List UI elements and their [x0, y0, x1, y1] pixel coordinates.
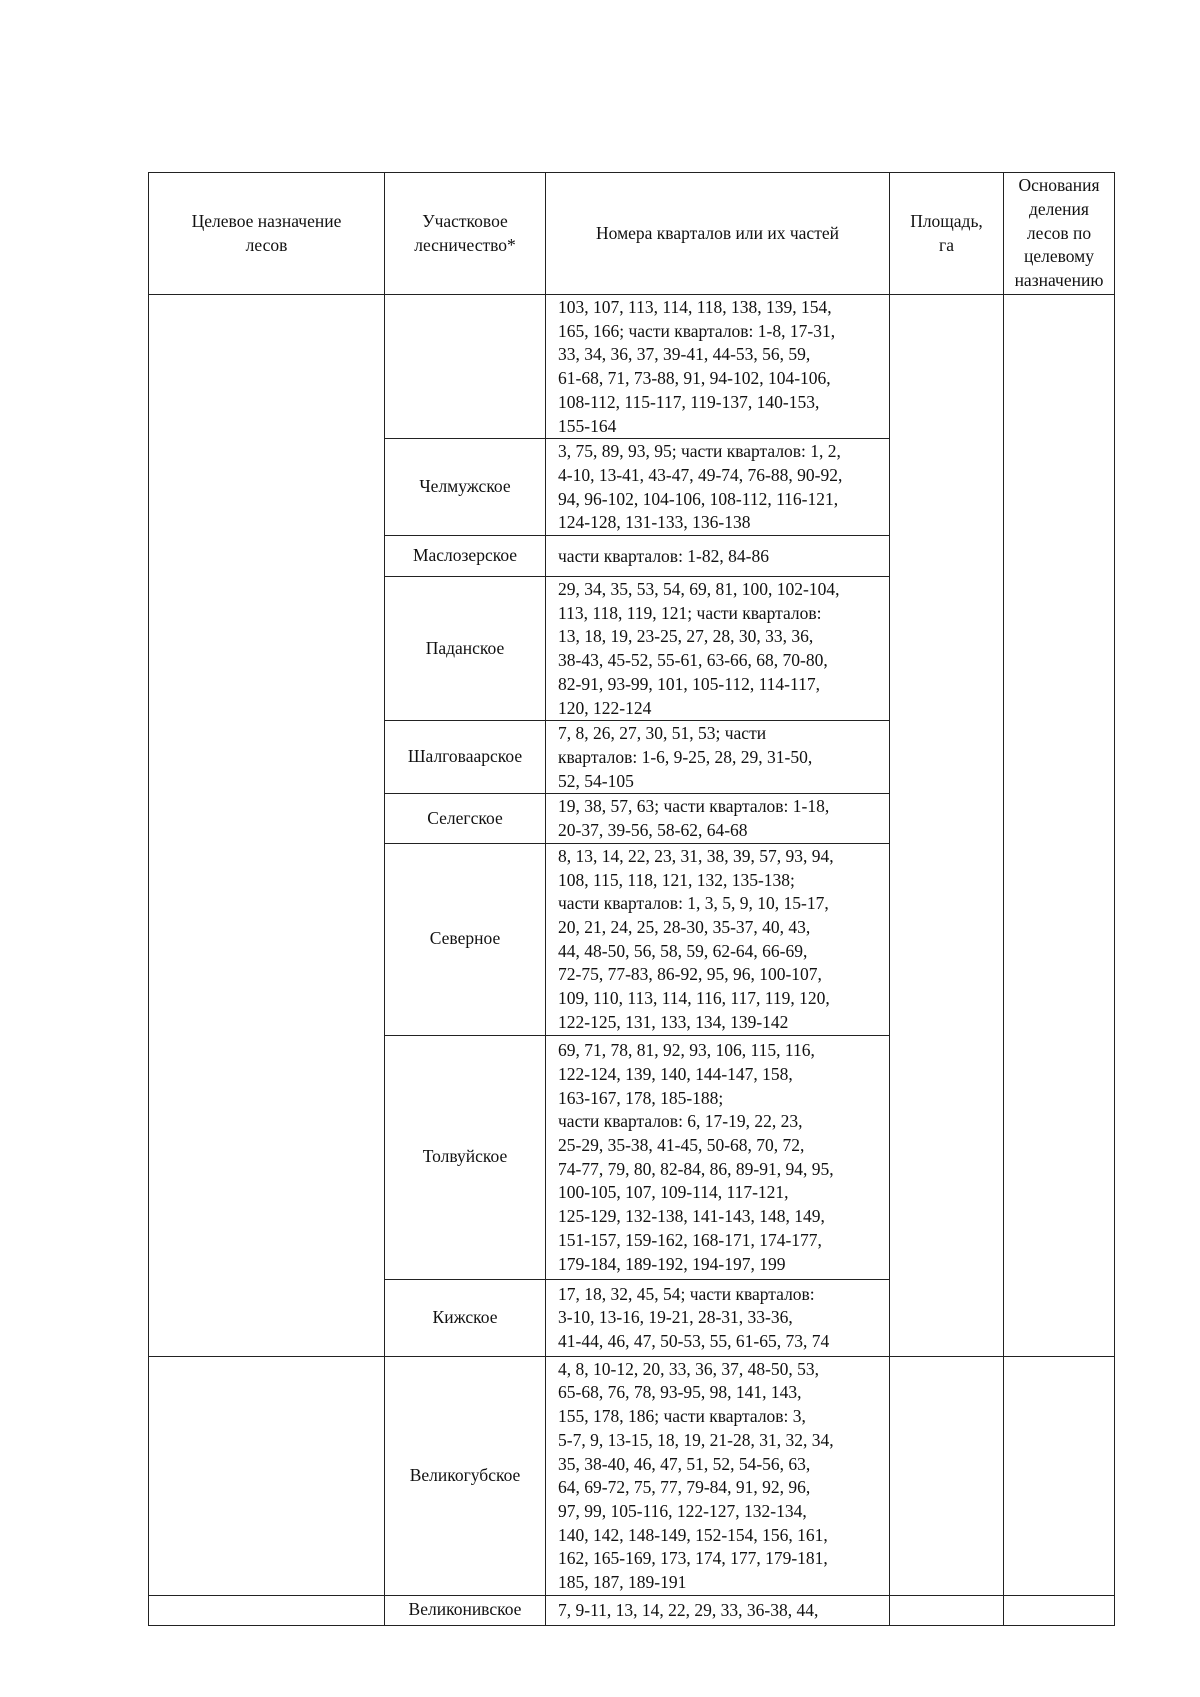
- header-quarters: Номера кварталов или их частей: [546, 173, 890, 295]
- basis-cell: [1004, 1595, 1115, 1625]
- header-forestry: Участковое лесничество*: [385, 173, 546, 295]
- quarters-cell: 103, 107, 113, 114, 118, 138, 139, 154, 165, 166; части кварталов: 1-8, 17-31, 33, 34, 36, 37, 39-41, 44-53, 56, 59, 61-68, 71, 73-88, 91, 94-102, 104-106, 108-112, 115-117, 119-137, 140-153, 155-164: [546, 295, 890, 439]
- header-area: Площадь, га: [890, 173, 1004, 295]
- quarters-cell: 8, 13, 14, 22, 23, 31, 38, 39, 57, 93, 94, 108, 115, 118, 121, 132, 135-138; части кварталов: 1, 3, 5, 9, 10, 15-17, 20, 21, 24, 25, 28-30, 35-37, 40, 43, 44, 48-50, 56, 58, 59, 62-64, 66-69, 72-75, 77-83, 86-92, 95, 96, 100-107, 109, 110, 113, 114, 116, 117, 119, 120, 122-125, 131, 133, 134, 139-142: [546, 843, 890, 1035]
- forest-purpose-table: [148, 172, 1115, 1626]
- quarters-cell: 19, 38, 57, 63; части кварталов: 1-18, 20-37, 39-56, 58-62, 64-68: [546, 794, 890, 843]
- quarters-cell: 69, 71, 78, 81, 92, 93, 106, 115, 116, 122-124, 139, 140, 144-147, 158, 163-167, 178, 185-188; части кварталов: 6, 17-19, 22, 23, 25-29, 35-38, 41-45, 50-68, 70, 72, 74-77, 79, 80, 82-84, 86, 89-91, 94, 95, 100-105, 107, 109-114, 117-121, 125-129, 132-138, 141-143, 148, 149, 151-157, 159-162, 168-171, 174-177, 179-184, 189-192, 194-197, 199: [546, 1035, 890, 1279]
- forestry-cell: Паданское: [385, 577, 546, 721]
- quarters-cell: 7, 8, 26, 27, 30, 51, 53; части кварталов: 1-6, 9-25, 28, 29, 31-50, 52, 54-105: [546, 721, 890, 794]
- forestry-cell: Толвуйское: [385, 1035, 546, 1279]
- quarters-cell: 29, 34, 35, 53, 54, 69, 81, 100, 102-104, 113, 118, 119, 121; части кварталов: 13, 18, 19, 23-25, 27, 28, 30, 33, 36, 38-43, 45-52, 55-61, 63-66, 68, 70-80, 82-91, 93-99, 101, 105-112, 114-117, 120, 122-124: [546, 577, 890, 721]
- header-purpose: Целевое назначение лесов: [149, 173, 385, 295]
- table-row: [149, 1595, 1115, 1625]
- purpose-cell: [149, 1356, 385, 1595]
- basis-cell: [1004, 1356, 1115, 1595]
- forestry-cell: Селегское: [385, 794, 546, 843]
- forestry-cell: [385, 295, 546, 439]
- forestry-cell: Шалговаарское: [385, 721, 546, 794]
- purpose-cell: [149, 1595, 385, 1625]
- table-row: [149, 1356, 1115, 1595]
- forestry-cell: Кижское: [385, 1279, 546, 1356]
- forestry-cell: Маслозерское: [385, 536, 546, 577]
- header-basis: Основания деления лесов по целевому назначению: [1004, 173, 1115, 295]
- basis-cell: [1004, 295, 1115, 1357]
- quarters-cell: 4, 8, 10-12, 20, 33, 36, 37, 48-50, 53, 65-68, 76, 78, 93-95, 98, 141, 143, 155, 178, 186; части кварталов: 3, 5-7, 9, 13-15, 18, 19, 21-28, 31, 32, 34, 35, 38-40, 46, 47, 51, 52, 54-56, 63, 64, 69-72, 75, 77, 79-84, 91, 92, 96, 97, 99, 105-116, 122-127, 132-134, 140, 142, 148-149, 152-154, 156, 161, 162, 165-169, 173, 174, 177, 179-181, 185, 187, 189-191: [546, 1356, 890, 1595]
- purpose-cell: [149, 295, 385, 1357]
- forestry-cell: Челмужское: [385, 439, 546, 536]
- table-row: [149, 295, 1115, 439]
- quarters-cell: 17, 18, 32, 45, 54; части кварталов: 3-10, 13-16, 19-21, 28-31, 33-36, 41-44, 46, 47, 50-53, 55, 61-65, 73, 74: [546, 1279, 890, 1356]
- forestry-cell: Великонивское: [385, 1595, 546, 1625]
- area-cell: [890, 1595, 1004, 1625]
- quarters-cell: части кварталов: 1-82, 84-86: [546, 536, 890, 577]
- table-body: [149, 295, 1115, 1626]
- forestry-cell: Великогубское: [385, 1356, 546, 1595]
- table-header-row: [149, 173, 1115, 295]
- area-cell: [890, 295, 1004, 1357]
- forestry-cell: Северное: [385, 843, 546, 1035]
- area-cell: [890, 1356, 1004, 1595]
- quarters-cell: 7, 9-11, 13, 14, 22, 29, 33, 36-38, 44,: [546, 1595, 890, 1625]
- quarters-cell: 3, 75, 89, 93, 95; части кварталов: 1, 2, 4-10, 13-41, 43-47, 49-74, 76-88, 90-92, 94, 96-102, 104-106, 108-112, 116-121, 124-128, 131-133, 136-138: [546, 439, 890, 536]
